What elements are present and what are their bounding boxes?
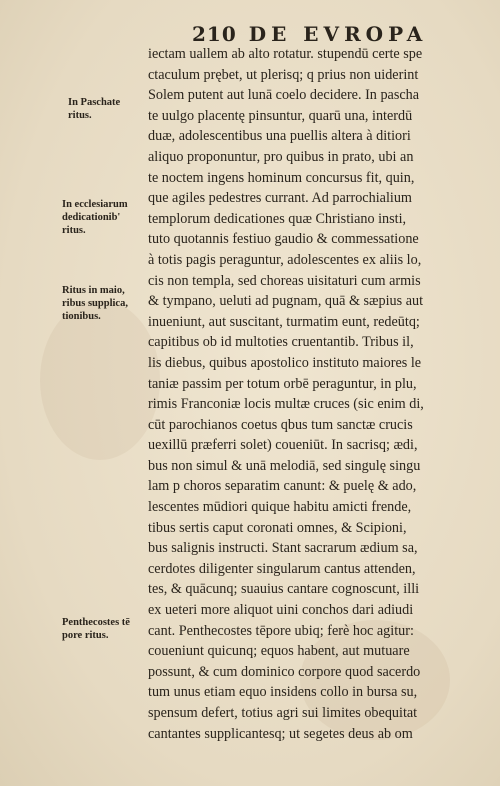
page-header <box>192 22 427 46</box>
margin-note-supplicationibus <box>62 284 154 323</box>
margin-note-line: In ecclesiarum <box>62 199 128 210</box>
text-line: & tympano, ueluti ad pugnam, quā & sæpius aut <box>148 293 424 310</box>
text-line: te noctem ingens hominum concursus fit, quin, <box>148 169 415 186</box>
text-line: à totis pagis peraguntur, adolescentes ex aliis lo, <box>148 251 422 268</box>
text-line: cerdotes diligenter singularum cantus attenden, <box>148 560 416 577</box>
text-line: spensum defert, totius agri sui limites obequitat <box>148 705 418 721</box>
text-line: inueniunt, aut suscitant, turmatim eunt, redeūtq; <box>148 313 420 330</box>
text-line: taniæ passim per totum orbē peraguntur, in plu, <box>148 375 417 392</box>
body-text <box>148 44 482 744</box>
margin-note-line: dedicationib' <box>62 212 121 223</box>
text-line: que agiles pedestres currant. Ad parrochialium <box>148 190 412 207</box>
text-line: cūt parochianos coetus qbus tum sanctæ crucis <box>148 416 413 433</box>
text-line: rimis Franconiæ locis multæ cruces (sic enim di, <box>148 396 424 413</box>
text-line: ctaculum prębet, ut plerisq; q prius non uiderint <box>148 66 419 83</box>
text-line: lescentes mūdiori quique habitu amicti frende, <box>148 499 412 516</box>
text-line: capitibus ob id multoties cruentantib. Tribus il, <box>148 334 414 351</box>
text-line: Solem putent aut lunā coelo decidere. In pascha <box>148 87 420 104</box>
text-line: duæ, adolescentibus una puellis altera à ditiori <box>148 128 411 145</box>
text-line: tum unus etiam equo insidens collo in bursa su, <box>148 684 418 701</box>
text-line: iectam uallem ab alto rotatur. stupendū certe spe <box>148 46 423 62</box>
margin-note-line: Ritus in maio, <box>62 285 125 296</box>
margin-note-line: In Paschate <box>68 97 121 108</box>
text-line: bus salignis instructi. Stant sacrarum ædium sa, <box>148 540 418 557</box>
margin-note-paschate <box>68 96 160 122</box>
paper-stain <box>40 300 160 460</box>
text-line: lam p choros separatim canunt: & puelę & ado, <box>148 478 417 495</box>
margin-note-penthecostes <box>62 616 154 642</box>
running-title: DE EVROPA <box>248 22 428 46</box>
text-line: te uulgo placentę pinsuntur, quarū una, interdū <box>148 107 413 124</box>
margin-note-line: Penthecostes tē <box>62 617 130 628</box>
text-line: aliquo proponuntur, pro quibus in prato, ubi an <box>148 148 414 165</box>
text-line: templorum dedicationes quæ Christiano insti, <box>148 210 407 227</box>
text-line: uexillū præferri solet) coueniūt. In sacrisq; ædi, <box>148 437 418 454</box>
margin-note-line: ribus supplica, <box>62 298 128 309</box>
text-line: possunt, & cum dominico corpore quod sacerdo <box>148 663 421 680</box>
text-line: tibus sertis caput coronati omnes, & Scipioni, <box>148 519 407 536</box>
margin-note-line: ritus. <box>62 225 86 236</box>
text-line: lis diebus, quibus apostolico instituto maiores le <box>148 354 422 371</box>
text-line: cant. Penthecostes tēpore ubiq; ferè hoc agitur: <box>148 622 414 639</box>
margin-note-line: tionibus. <box>62 311 101 322</box>
margin-note-dedicationibus <box>62 198 154 237</box>
text-line: coueniunt quicunq; equos habent, aut mutuare <box>148 643 410 660</box>
margin-note-line: pore ritus. <box>62 630 109 641</box>
text-line: ex ueteri more aliquot uini conchos dari adiudi <box>148 602 414 619</box>
page-number: 210 <box>192 22 237 46</box>
text-line: tes, & quācunq; suauius cantare cognoscunt, illi <box>148 581 420 598</box>
margin-note-line: ritus. <box>68 110 92 121</box>
text-line: cantantes supplicantesq; ut segetes deus ab om <box>148 725 413 742</box>
text-line: tuto quotannis festiuo gaudio & commessatione <box>148 231 419 248</box>
text-line: bus non simul & unā melodiā, sed singulę singu <box>148 457 421 474</box>
text-line: cis non templa, sed choreas uisitaturi cum armis <box>148 272 421 289</box>
